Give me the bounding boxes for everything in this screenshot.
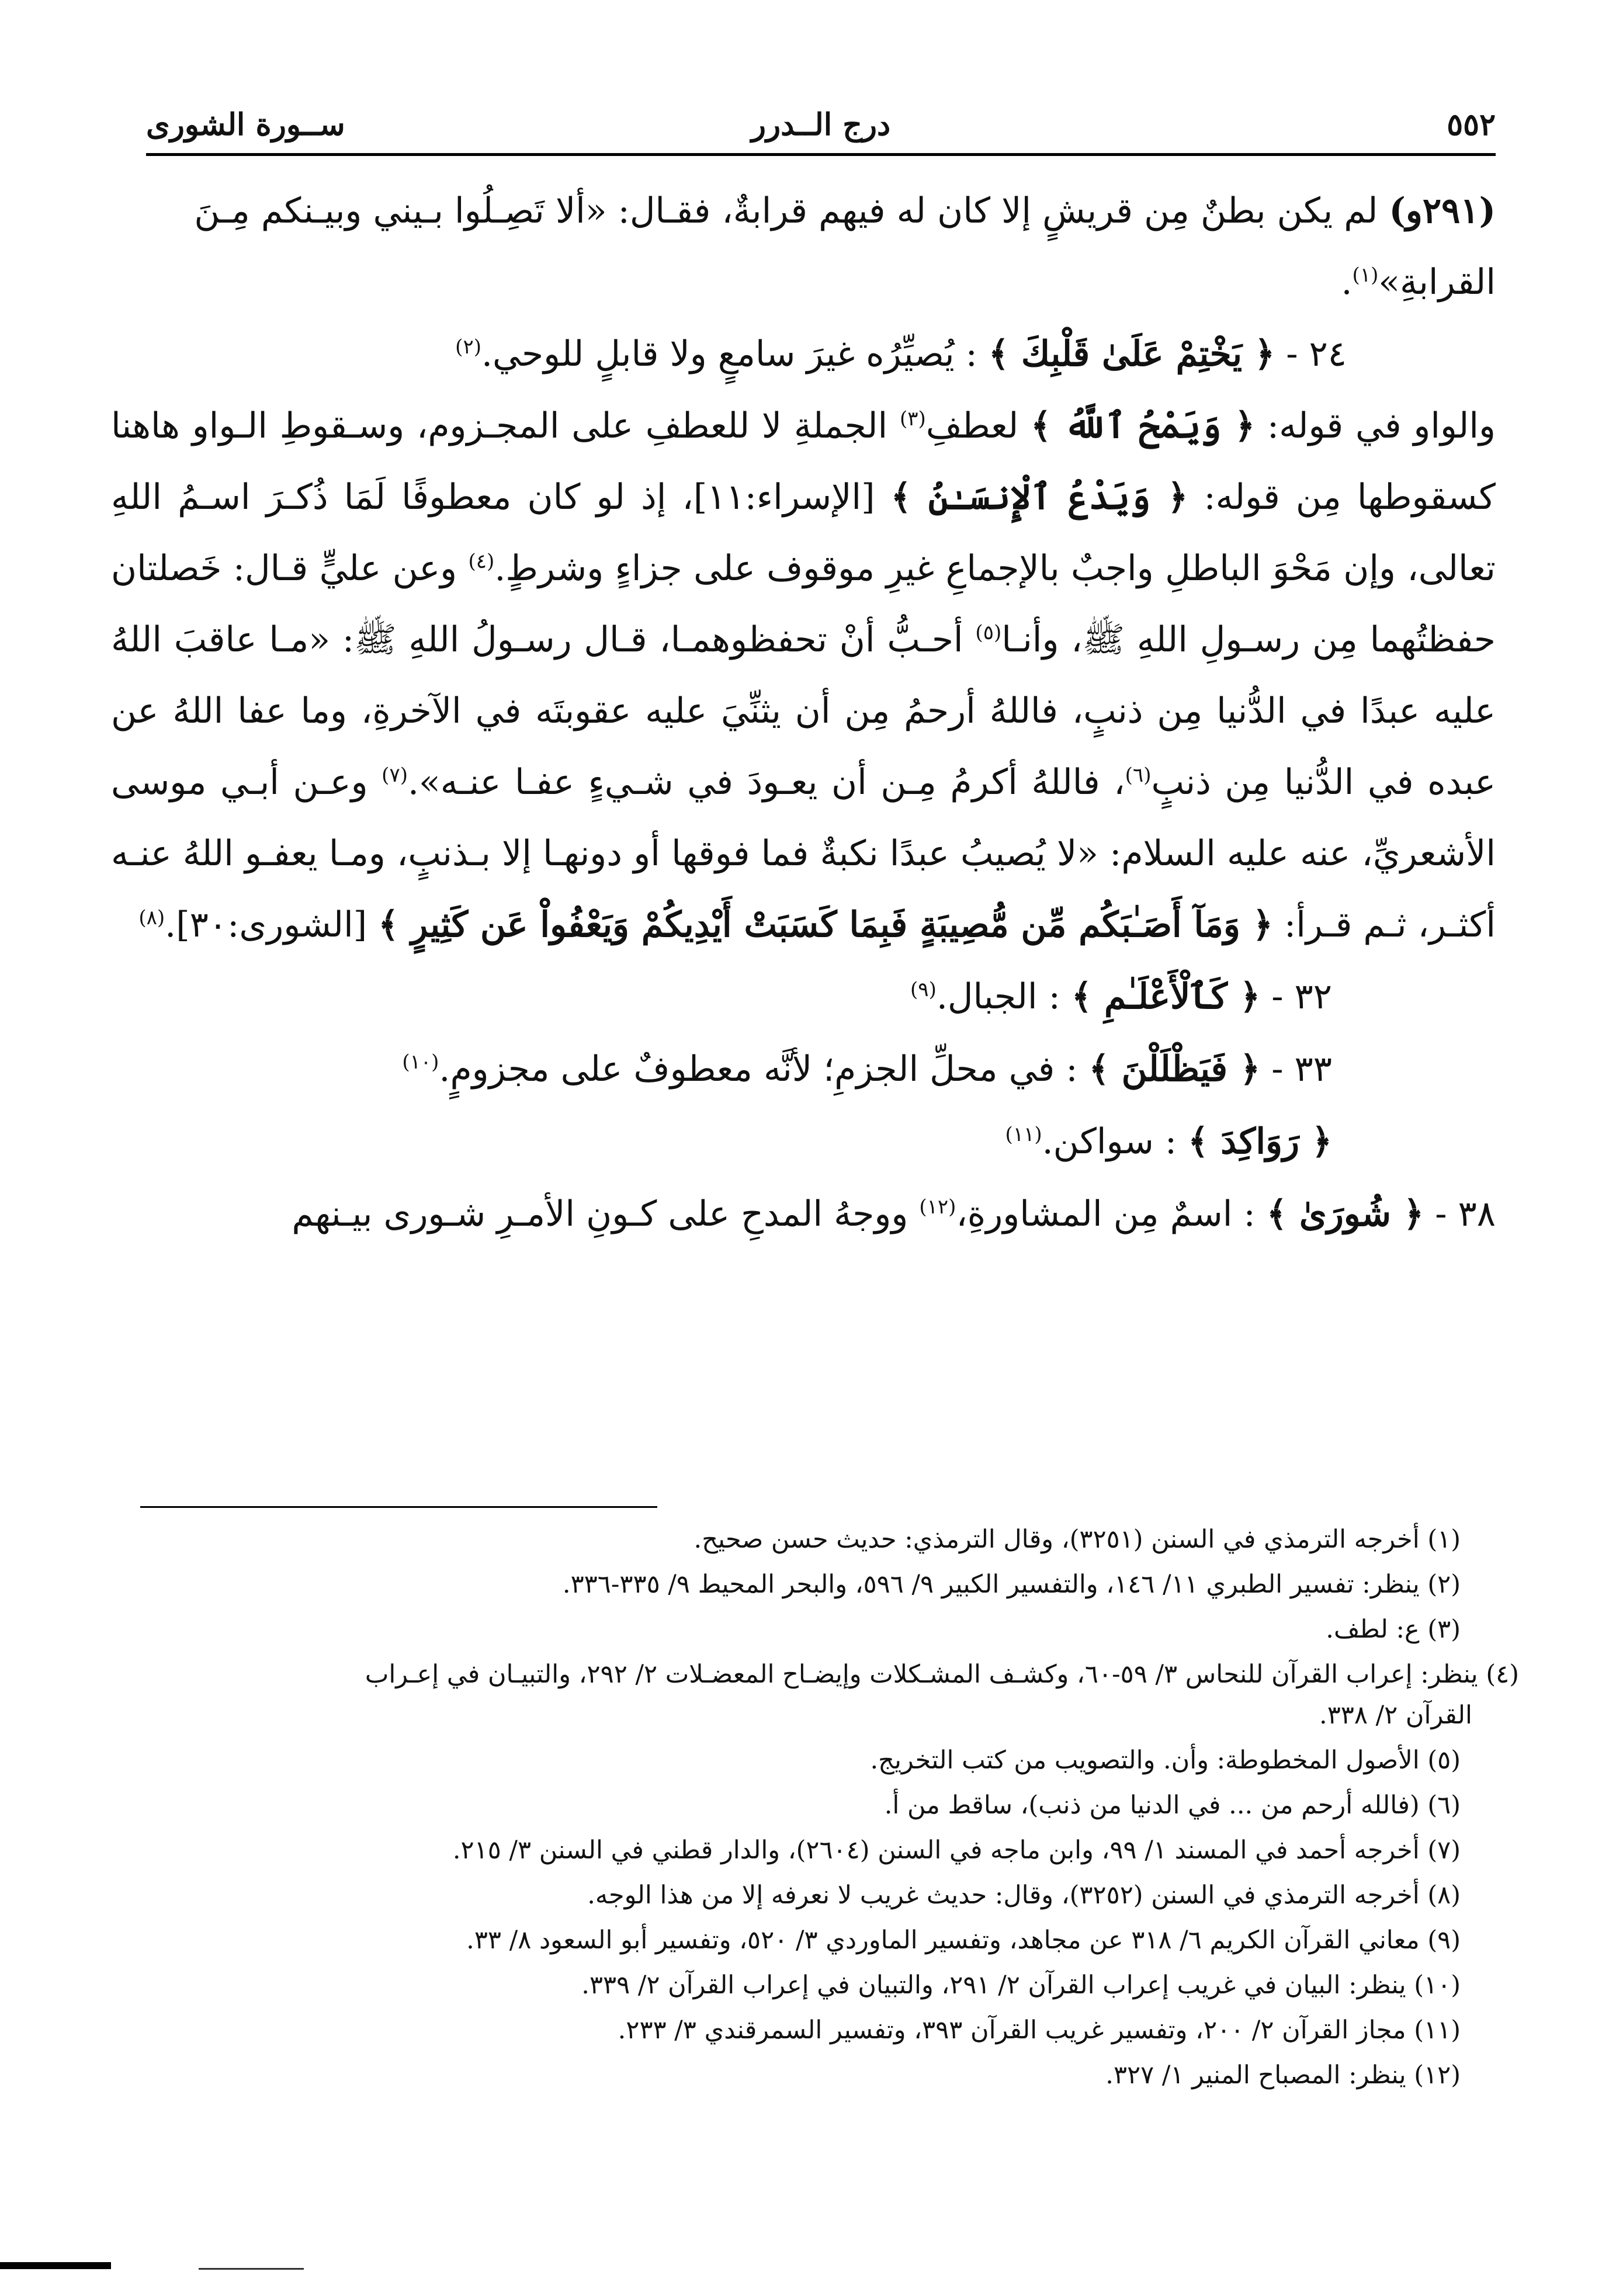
- quran-quote: ﴿ رَوَاكِدَ ﴾: [1188, 1121, 1332, 1162]
- footnote-marker: (٣): [899, 407, 926, 431]
- footnote-marker: (٩): [910, 978, 937, 1001]
- quran-quote: ﴿ يَخْتِمْ عَلَىٰ قَلْبِكَ ﴾: [988, 334, 1275, 374]
- footnote-marker: (٢): [455, 335, 481, 359]
- footnote-3: (٣) ع: لطف.: [1326, 1615, 1461, 1644]
- footnote-marker: (١): [1352, 263, 1379, 287]
- main-text: [111, 175, 1496, 1250]
- surah-title: ســورة الشورى: [146, 107, 345, 143]
- footnote-9: (٩) معاني القرآن الكريم ٦/ ٣١٨ عن مجاهد، وتفسير الماوردي ٣/ ٥٢٠، وتفسير أبو السعود ٨/ ٣٣.: [466, 1926, 1461, 1955]
- verse-33-entry: ٣٣ - ﴿ فَيَظْلَلْنَ ﴾ : في محلِّ الجزمِ؛ لأنَّه معطوفٌ على مجزومٍ.$^{(١٠)}$: [402, 1049, 1332, 1090]
- footnote-11: (١١) مجاز القرآن ٢/ ٢٠٠، وتفسير غريب القرآن ٣٩٣، وتفسير السمرقندي ٣/ ٢٣٣.: [618, 2016, 1461, 2045]
- verse-24-entry: ٢٤ - ﴿ يَخْتِمْ عَلَىٰ قَلْبِكَ ﴾ : يُصيِّرُه غيرَ سامعٍ ولا قابلٍ للوحي.$^{(٢)}$: [455, 334, 1347, 374]
- footnote-2: (٢) ينظر: تفسير الطبري ١١/ ١٤٦، والتفسير الكبير ٩/ ٥٩٦، والبحر المحيط ٩/ ٣٣٥-٣٣٦.: [562, 1570, 1461, 1599]
- footnote-separator: [140, 1506, 657, 1508]
- quran-quote: ﴿ شُورَىٰ ﴾: [1266, 1194, 1424, 1234]
- footnote-5: (٥) الأصول المخطوطة: وأن. والتصويب من كتب التخريج.: [870, 1746, 1461, 1775]
- footnote-4: (٤) ينظر: إعراب القرآن للنحاس ٣/ ٥٩-٦٠، وكشـف المشـكلات وإيضـاح المعضـلات ٢/ ٢٩٢، والتبيـان في إعـراب القرآن ٢/ ٣٣٨.: [117, 1654, 1519, 1736]
- footnote-6: (٦) (فالله أرحم من ... في الدنيا من ذنب)، ساقط من أ.: [884, 1791, 1461, 1820]
- manuscript-folio-ref: (٢٩١و): [1389, 190, 1496, 231]
- page-number: ٥٥٢: [1447, 107, 1496, 143]
- footnote-10: (١٠) ينظر: البيان في غريب إعراب القرآن ٢/ ٢٩١، والتبيان في إعراب القرآن ٢/ ٣٣٩.: [581, 1971, 1461, 2000]
- quran-quote: ﴿ وَيَمْحُ ٱللَّهُ ﴾: [1031, 405, 1256, 446]
- quran-quote: ﴿ فَيَظْلَلْنَ ﴾: [1088, 1049, 1261, 1090]
- quran-quote: ﴿ وَمَآ أَصَـٰبَكُم مِّن مُّصِيبَةٍ فَبِمَا كَسَبَتْ أَيْدِيكُمْ وَيَعْفُواْ عَن كَثِيرٍ ﴾: [378, 904, 1273, 945]
- footnote-7: (٧) أخرجه أحمد في المسند ١/ ٩٩، وابن ماجه في السنن (٢٦٠٤)، والدار قطني في السنن ٣/ ٢١٥.: [452, 1836, 1461, 1865]
- footnote-12: (١٢) ينظر: المصباح المنير ١/ ٣٢٧.: [1105, 2061, 1461, 2090]
- quran-quote: ﴿ كَٱلْأَعْلَـٰمِ ﴾: [1071, 976, 1261, 1017]
- footnote-marker: (٨): [138, 906, 165, 930]
- footnote-marker: (١٠): [402, 1050, 439, 1074]
- footnote-marker: (٦): [1125, 764, 1152, 787]
- book-title: درج الــدرر: [751, 107, 891, 143]
- footnote-4-continuation: القرآن ٢/ ٣٣٨.: [1319, 1701, 1472, 1730]
- footnotes: [117, 1519, 1519, 2100]
- paragraph-1: (٢٩١و) لم يكن بطنٌ مِن قريشٍ إلا كان له فيهم قرابةٌ، فقـال: «ألا تَصِـلُوا بـيني وبيـنكم مِـنَ القرابةِ»$^{(١)}$.: [194, 190, 1496, 303]
- scan-edge-mark: [0, 2262, 111, 2269]
- scan-edge-line: [199, 2268, 304, 2270]
- footnote-marker: (١٢): [919, 1195, 956, 1219]
- verse-38-entry: ٣٨ - ﴿ شُورَىٰ ﴾ : اسمٌ مِن المشاورةِ،$^{(١٢)}$ ووجهُ المدحِ على كـونِ الأمـرِ شـورى بيـنهم: [292, 1194, 1496, 1234]
- footnote-marker: (٤): [468, 550, 495, 573]
- footnote-marker: (٧): [382, 764, 408, 787]
- footnote-marker: (٥): [975, 621, 1002, 644]
- footnote-8: (٨) أخرجه الترمذي في السنن (٣٢٥٢)، وقال: حديث غريب لا نعرفه إلا من هذا الوجه.: [587, 1881, 1461, 1910]
- running-header: [146, 99, 1496, 158]
- paragraph-2: والواو في قوله: ﴿ وَيَمْحُ ٱللَّهُ ﴾ لعطفِ$^{(٣)}$ الجملةِ لا للعطفِ على المجـزوم، وسـقوطِ الـواو هاهنا كسقوطها مِن قوله: ﴿ وَيَدْعُ ٱلْإِنسَـٰنُ ﴾ [الإسراء:١١]، إذ لو كان معطوفًا لَمَا ذُكـرَ اسـمُ اللهِ تعالى، وإن مَحْوَ الباطلِ واجبٌ بالإجماعِ غيرِ موقوف على جزاءٍ وشرطٍ.$^{(٤)}$ وعن عليٍّ قـال: خَصلتان حفظتُهما مِن رسـولِ اللهِ ﷺ، وأنـا$^{(٥)}$ أحـبُّ أنْ تحفظوهمـا، قـال رسـولُ اللهِ ﷺ: «مـا عاقبَ اللهُ عليه عبدًا في الدُّنيا مِن ذنبٍ، فاللهُ أرحمُ مِن أن يثنِّيَ عليه عقوبتَه في الآخرةِ، وما عفا اللهُ عن عبده في الدُّنيا مِن ذنبٍ$^{(٦)}$، فاللهُ أكرمُ مِـن أن يعـودَ في شـيءٍ عفـا عنـه».$^{(٧)}$ وعـن أبـي موسى الأشعريِّ، عنه عليه السلام: «لا يُصيبُ عبدًا نكبةٌ فما فوقها أو دونهـا إلا بـذنبٍ، ومـا يعفـو اللهُ عنـه أكثـر، ثـم قـرأ: ﴿ وَمَآ أَصَـٰبَكُم مِّن مُّصِيبَةٍ فَبِمَا كَسَبَتْ أَيْدِيكُمْ وَيَعْفُواْ عَن كَثِيرٍ ﴾ [الشورى:٣٠].$^{(٨)}$: [111, 405, 1496, 945]
- verse-33b-entry: ﴿ رَوَاكِدَ ﴾ : سواكن.$^{(١١)}$: [1005, 1121, 1332, 1162]
- header-rule: [146, 153, 1496, 156]
- quran-quote: ﴿ وَيَدْعُ ٱلْإِنسَـٰنُ ﴾: [890, 477, 1188, 518]
- footnote-marker: (١١): [1005, 1123, 1042, 1146]
- footnote-1: (١) أخرجه الترمذي في السنن (٣٢٥١)، وقال الترمذي: حديث حسن صحيح.: [693, 1525, 1461, 1554]
- verse-32-entry: ٣٢ - ﴿ كَٱلْأَعْلَـٰمِ ﴾ : الجبال.$^{(٩)}$: [910, 976, 1332, 1017]
